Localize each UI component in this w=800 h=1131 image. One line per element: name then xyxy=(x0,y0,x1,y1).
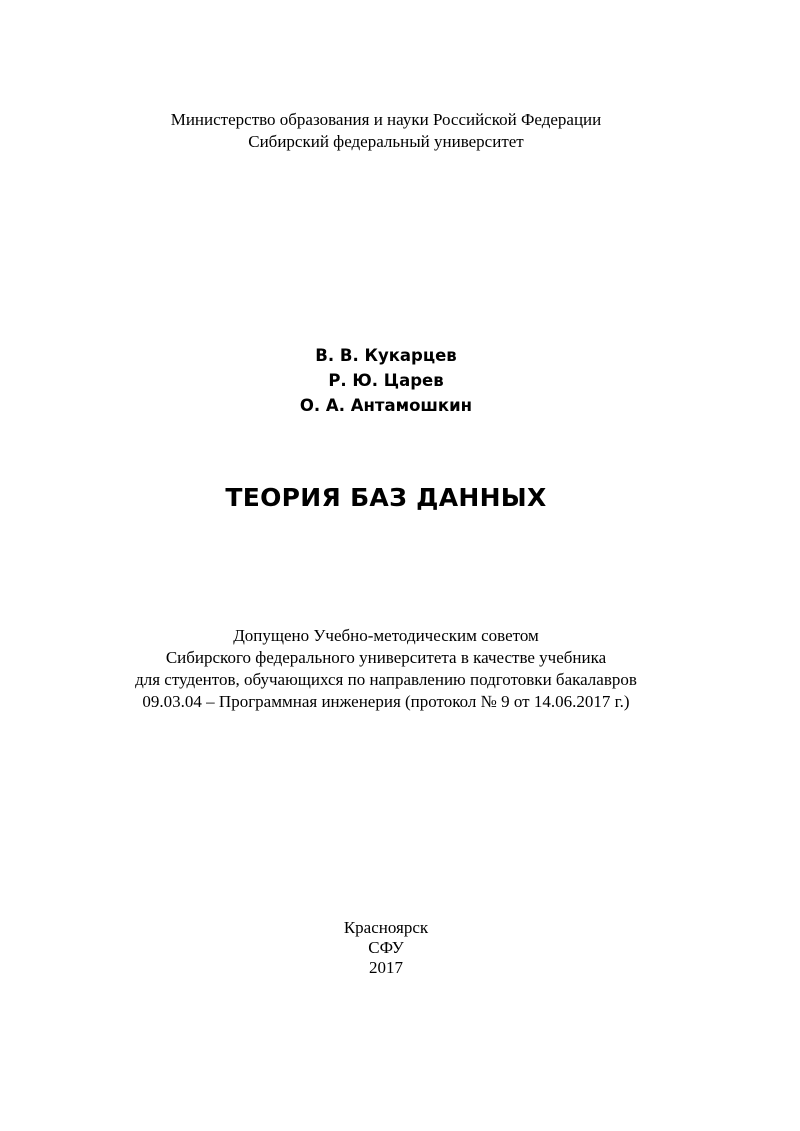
imprint xyxy=(0,918,772,978)
imprint-year: 2017 xyxy=(369,958,403,977)
approval-line: Допущено Учебно-методическим советом xyxy=(233,626,539,645)
ministry-line: Министерство образования и науки Российской Федерации xyxy=(170,110,602,129)
approval-line: для студентов, обучающихся по направлению подготовки бакалавров xyxy=(135,670,637,689)
approval-line: Сибирского федерального университета в качестве учебника xyxy=(165,648,607,667)
author-name: О. А. Антамошкин xyxy=(299,396,473,415)
university-line: Сибирский федеральный университет xyxy=(248,132,524,151)
imprint-city: Красноярск xyxy=(343,918,429,937)
author-name: В. В. Кукарцев xyxy=(315,346,457,365)
imprint-publisher: СФУ xyxy=(368,938,404,957)
authors-block xyxy=(0,343,772,418)
approval-line: 09.03.04 – Программная инженерия (протокол № 9 от 14.06.2017 г.) xyxy=(142,692,630,711)
ministry-header xyxy=(0,109,772,153)
book-title: ТЕОРИЯ БАЗ ДАННЫХ xyxy=(225,483,547,512)
author-name: Р. Ю. Царев xyxy=(328,371,444,390)
approval-statement xyxy=(0,625,772,713)
